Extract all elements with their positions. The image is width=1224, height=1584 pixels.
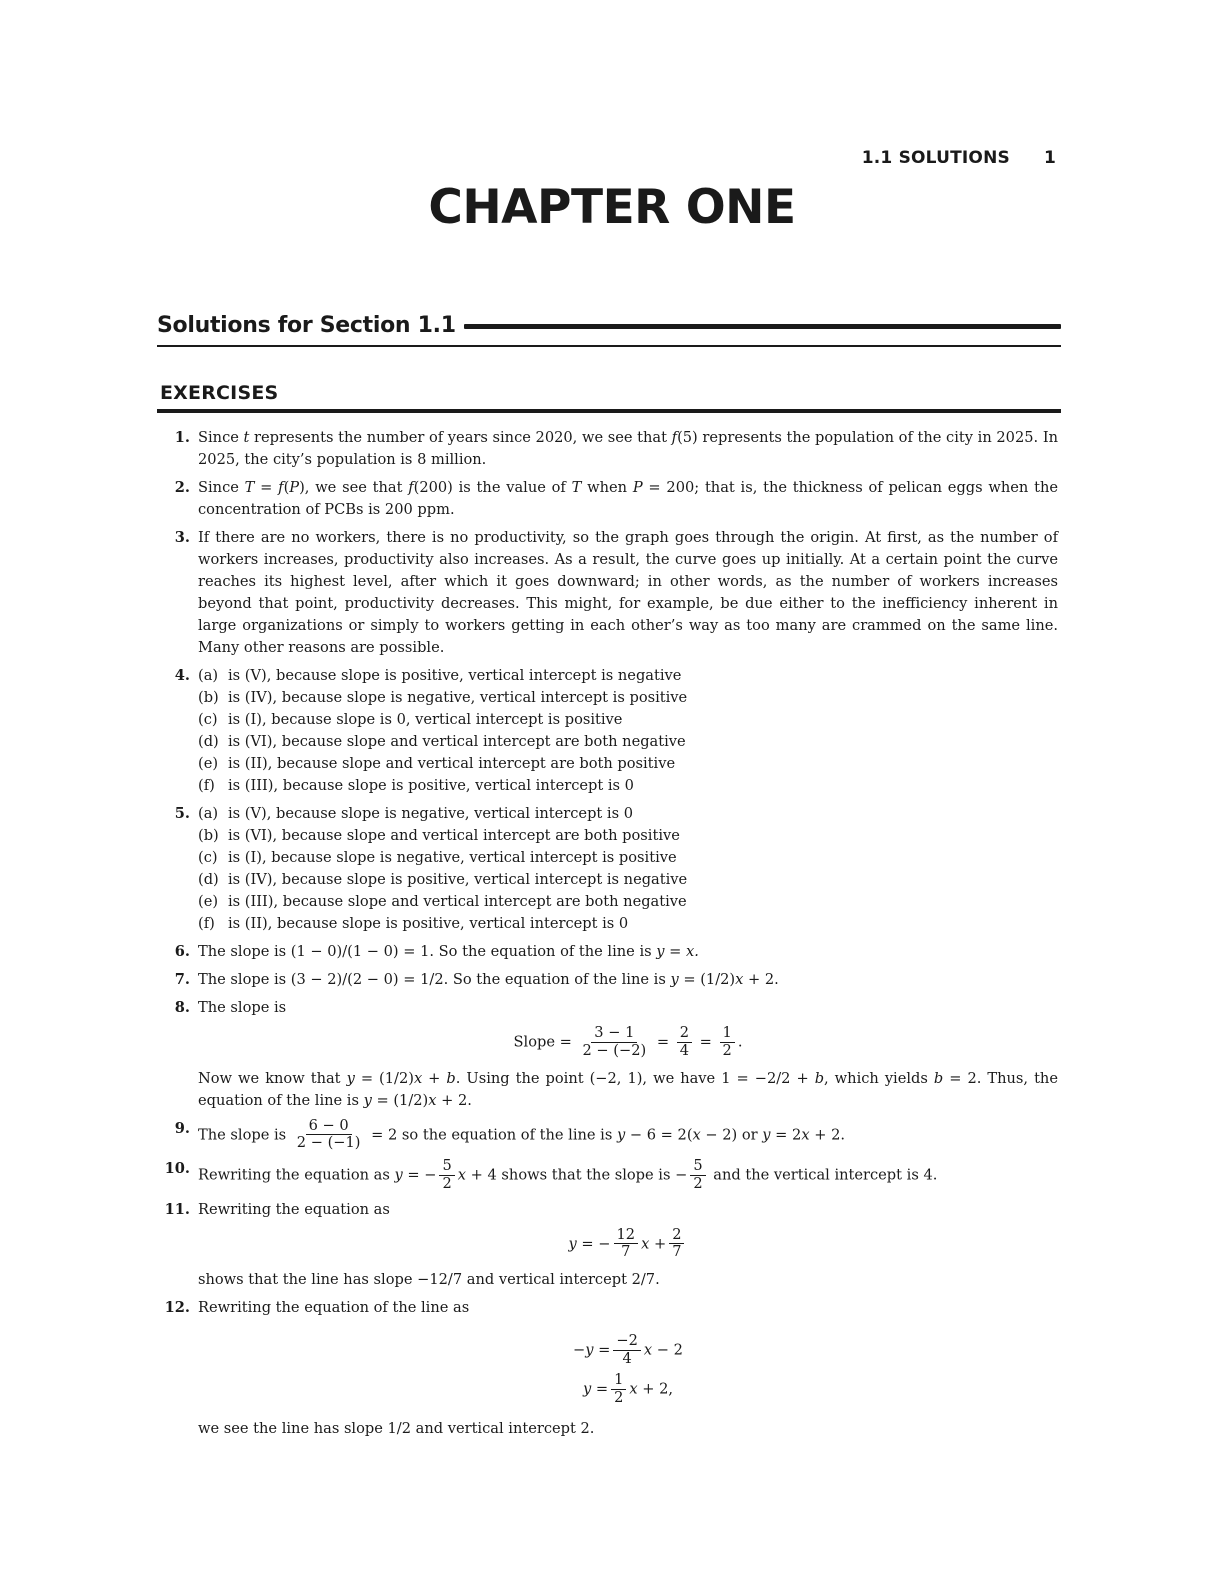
text: + 2, — [637, 1380, 674, 1398]
fraction — [720, 1025, 735, 1060]
rewritten-equations — [198, 1333, 1058, 1406]
text: − 6 = 2( — [625, 1125, 693, 1143]
text: + 2. — [743, 971, 779, 988]
math-var: y — [585, 1341, 594, 1359]
fraction — [294, 1118, 364, 1153]
text: (5) represents the population of the city in 2025. In 2025, the city’s population is 8 million. — [198, 429, 1058, 468]
item-number: 3. — [174, 529, 190, 546]
sub-answer — [198, 775, 1058, 797]
text: = 2. Thus, the equation of the line is — [198, 1069, 1058, 1109]
running-head-title: 1.1 SOLUTIONS — [861, 148, 1010, 168]
solution-9 — [160, 1118, 1058, 1153]
text: + — [649, 1234, 667, 1252]
numerator: 1 — [720, 1025, 735, 1043]
fraction — [614, 1227, 639, 1262]
section-heading-row — [157, 310, 1061, 340]
text: Since — [198, 479, 245, 496]
solution-4 — [160, 665, 1058, 797]
sub-label: (f) — [198, 777, 215, 794]
sub-label: (d) — [198, 733, 219, 750]
text: = 2 — [770, 1125, 802, 1143]
numerator: 5 — [690, 1158, 705, 1176]
text: = — [593, 1341, 611, 1359]
numerator: 2 — [677, 1025, 692, 1043]
sub-answer — [198, 803, 1058, 825]
item-number: 6. — [174, 943, 190, 960]
numerator: 1 — [611, 1372, 626, 1390]
math-var: y — [670, 971, 679, 988]
item-number: 7. — [174, 971, 190, 988]
math-var: x — [692, 1125, 701, 1143]
math-var: y — [363, 1091, 372, 1109]
text: The slope is — [198, 1125, 287, 1143]
text: − 2 — [652, 1341, 683, 1359]
sub-label: (b) — [198, 689, 219, 706]
sub-label: (e) — [198, 755, 219, 772]
numerator: 3 − 1 — [591, 1025, 637, 1043]
text: − 2) or — [700, 1125, 763, 1143]
fraction — [579, 1025, 649, 1060]
sub-label: (a) — [198, 667, 219, 684]
math-var: P — [632, 479, 643, 496]
text: . Using the point (−2, 1), we have 1 = −2/2 + — [455, 1069, 815, 1087]
text: = — [591, 1380, 609, 1398]
item-number: 5. — [174, 805, 190, 822]
sub-answer — [198, 913, 1058, 935]
fraction — [611, 1372, 626, 1407]
sub-text: is (VI), because slope and vertical intercept are both negative — [228, 733, 686, 750]
sub-answer — [198, 891, 1058, 913]
text: = — [254, 479, 279, 496]
solution-3 — [160, 527, 1058, 659]
text: + 2. — [809, 1125, 845, 1143]
denominator: 7 — [672, 1243, 682, 1261]
solution-8 — [160, 997, 1058, 1112]
text: represents the number of years since 2020, we see that — [249, 429, 672, 446]
sub-label: (d) — [198, 871, 219, 888]
fraction — [690, 1158, 705, 1193]
math-var: b — [446, 1069, 456, 1087]
item-number: 9. — [174, 1119, 190, 1137]
text: = 200; that is, the thickness of pelican eggs when the concentration of PCBs is 200 ppm. — [198, 479, 1058, 518]
text: Now we know that — [198, 1069, 347, 1087]
solution-8-text — [198, 1068, 1058, 1112]
math-var: T — [244, 479, 255, 496]
denominator: 4 — [679, 1041, 689, 1059]
sub-text: is (II), because slope and vertical intercept are both positive — [228, 755, 676, 772]
solution-12 — [160, 1297, 1058, 1440]
text: Rewriting the equation as — [198, 1200, 390, 1218]
sub-text: is (V), because slope is positive, vertical intercept is negative — [228, 667, 682, 684]
item-number: 1. — [174, 429, 190, 446]
sub-text: is (I), because slope is negative, vertical intercept is positive — [228, 849, 677, 866]
numerator: 6 − 0 — [306, 1118, 352, 1136]
item-number: 2. — [174, 479, 190, 496]
text: (200) is the value of — [413, 479, 572, 496]
sub-label: (e) — [198, 893, 219, 910]
numerator: −2 — [613, 1333, 641, 1351]
text: The slope is (3 − 2)/(2 − 0) = 1/2. So the equation of the line is — [198, 971, 671, 988]
numerator: 5 — [439, 1158, 454, 1176]
text: = (1/2) — [678, 971, 736, 988]
math-var: y — [394, 1166, 403, 1184]
numerator: 2 — [669, 1227, 684, 1245]
denominator: 2 — [442, 1174, 452, 1192]
denominator: 2 − (−2) — [582, 1041, 647, 1059]
sub-label: (c) — [198, 711, 218, 728]
sub-answer — [198, 869, 1058, 891]
solution-10 — [160, 1158, 1058, 1193]
math-var: b — [933, 1069, 944, 1087]
math-var: x — [457, 1166, 466, 1184]
sub-label: (b) — [198, 827, 219, 844]
math-var: y — [346, 1069, 355, 1087]
sub-answer — [198, 709, 1058, 731]
item-number: 4. — [174, 667, 190, 684]
text: = 2 so the equation of the line is — [371, 1125, 617, 1143]
text: shows that the line has slope −12/7 and vertical intercept 2/7. — [198, 1271, 660, 1289]
denominator: 2 − (−1) — [296, 1134, 361, 1152]
denominator: 7 — [621, 1243, 631, 1261]
solution-11 — [160, 1199, 1058, 1292]
text: , which yields — [824, 1069, 934, 1087]
exercises-divider — [157, 409, 1061, 413]
equation-line — [198, 1372, 1058, 1407]
math-var: t — [243, 429, 250, 446]
sub-label: (c) — [198, 849, 218, 866]
sub-text: is (VI), because slope and vertical intercept are both positive — [228, 827, 680, 844]
text: Rewriting the equation as — [198, 1166, 395, 1184]
solutions-list — [160, 427, 1058, 1446]
text: The slope is (1 − 0)/(1 − 0) = 1. So the equation of the line is — [198, 943, 657, 960]
sub-text: is (I), because slope is 0, vertical intercept is positive — [228, 711, 623, 728]
text: If there are no workers, there is no productivity, so the graph goes through the origin. At first, as the number of workers increases, productivity also increases. As a result, the curve goes up initially. At a certain point the curve reaches its highest level, after which it goes downward; in other words, as the number of workers increases beyond that point, productivity decreases. This might, for example, be due either to the inefficiency inherent in large organizations or simply to workers getting in each other’s way as too many are crammed on the same line. Many other reasons are possible. — [198, 529, 1058, 656]
text: when — [581, 479, 633, 496]
math-var: f — [278, 479, 284, 496]
sub-text: is (V), because slope is negative, vertical intercept is 0 — [228, 805, 633, 822]
text: ( — [283, 479, 290, 496]
text: + 4 shows that the slope is − — [466, 1166, 688, 1184]
math-var: y — [568, 1234, 577, 1252]
solution-2 — [160, 477, 1058, 521]
text: The slope is — [198, 999, 287, 1016]
math-var: f — [671, 429, 678, 446]
solution-6 — [160, 941, 1058, 963]
equals: = — [656, 1033, 670, 1051]
text: ), we see that — [299, 479, 409, 496]
math-var: T — [571, 479, 582, 496]
solution-1 — [160, 427, 1058, 471]
solution-5 — [160, 803, 1058, 935]
item-number: 12. — [164, 1299, 190, 1317]
text: = (1/2) — [354, 1069, 414, 1087]
equals: = — [699, 1033, 712, 1051]
denominator: 2 — [614, 1388, 624, 1406]
math-var: f — [408, 479, 414, 496]
slope-label: Slope = — [513, 1033, 572, 1051]
math-var: x — [428, 1091, 437, 1109]
equation-line — [198, 1333, 1058, 1368]
sub-answer — [198, 825, 1058, 847]
math-var: b — [814, 1069, 825, 1087]
text: + — [422, 1069, 447, 1087]
exercises-heading: EXERCISES — [160, 382, 279, 404]
sub-answer — [198, 665, 1058, 687]
math-var: y — [582, 1380, 592, 1398]
math-var: x — [735, 971, 744, 988]
sub-answer — [198, 731, 1058, 753]
rewritten-equation — [198, 1227, 1058, 1262]
sub-label: (f) — [198, 915, 215, 932]
text: − — [573, 1341, 586, 1359]
page-number: 1 — [1043, 148, 1056, 168]
fraction — [677, 1025, 692, 1060]
math-var: x — [641, 1234, 650, 1252]
text: Since — [198, 429, 244, 446]
chapter-title: CHAPTER ONE — [428, 180, 796, 235]
sub-answer — [198, 847, 1058, 869]
fraction — [669, 1227, 684, 1262]
sub-text: is (III), because slope is positive, vertical intercept is 0 — [228, 777, 634, 794]
solution-7 — [160, 969, 1058, 991]
math-var: x — [629, 1380, 638, 1398]
math-var: x — [413, 1069, 423, 1087]
sub-text: is (IV), because slope is negative, vertical intercept is positive — [228, 689, 688, 706]
sub-text: is (III), because slope and vertical intercept are both negative — [228, 893, 687, 910]
period: . — [737, 1033, 743, 1051]
text: = − — [576, 1234, 611, 1252]
sub-answer — [198, 753, 1058, 775]
sub-text: is (IV), because slope is positive, vertical intercept is negative — [228, 871, 688, 888]
text: = (1/2) — [371, 1091, 429, 1109]
math-var: x — [801, 1125, 810, 1143]
math-var: x — [643, 1341, 653, 1359]
section-heading-bar — [464, 324, 1061, 329]
section-title: Solutions for Section 1.1 — [157, 312, 456, 338]
fraction — [613, 1333, 641, 1368]
fraction — [439, 1158, 454, 1193]
item-number: 10. — [164, 1160, 190, 1178]
denominator: 2 — [722, 1041, 732, 1059]
math-var: y — [762, 1125, 771, 1143]
text: and the vertical intercept is 4. — [708, 1166, 938, 1184]
denominator: 2 — [693, 1174, 703, 1192]
text: Rewriting the equation of the line as — [198, 1299, 470, 1317]
text: + 2. — [436, 1091, 472, 1109]
math-expression: y = x. — [656, 943, 699, 960]
text: we see the line has slope 1/2 and vertical intercept 2. — [198, 1420, 595, 1438]
sub-label: (a) — [198, 805, 219, 822]
slope-equation — [198, 1025, 1058, 1060]
numerator: 12 — [614, 1227, 639, 1245]
denominator: 4 — [622, 1350, 632, 1368]
sub-text: is (II), because slope is positive, vertical intercept is 0 — [228, 915, 629, 932]
item-number: 11. — [164, 1200, 190, 1218]
math-var: y — [616, 1125, 626, 1143]
math-var: P — [289, 479, 300, 496]
sub-answer — [198, 687, 1058, 709]
item-number: 8. — [174, 999, 190, 1016]
running-head — [862, 148, 1056, 168]
section-divider — [157, 345, 1061, 347]
text: = − — [402, 1166, 437, 1184]
